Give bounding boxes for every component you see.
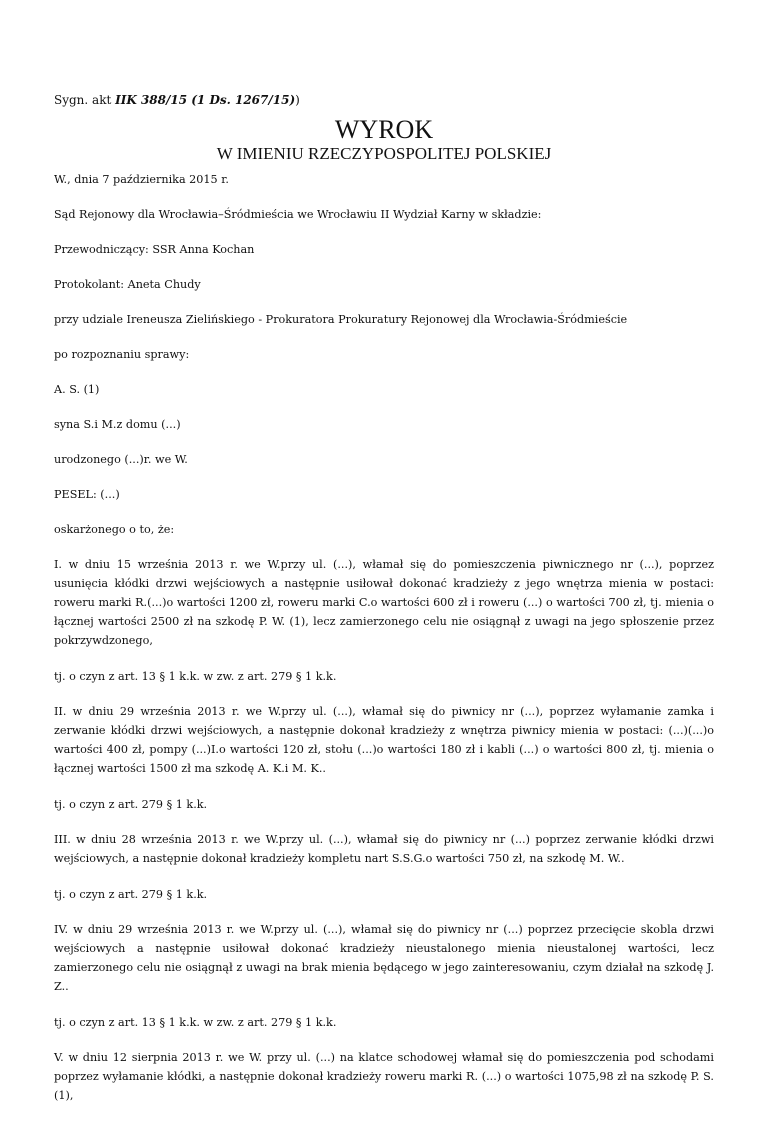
charge-paragraph: V. w dniu 12 sierpnia 2013 r. we W. przy ul. (...) na klatce schodowej włamał się do pomieszczenia pod schodami poprzez wyłamanie kłódki, a następnie dokonał kradzieży roweru marki R. (...) o wartości 1075,98 zł na szkodę P. S. (1), [54,1051,714,1102]
defendant-pesel: PESEL: (...) [54,488,120,501]
charge-legal-basis: tj. o czyn z art. 13 § 1 k.k. w zw. z art. 279 § 1 k.k. [54,670,337,683]
charge-legal-basis: tj. o czyn z art. 279 § 1 k.k. [54,798,208,811]
date-line: W., dnia 7 października 2015 r. [54,173,229,186]
defendant-parents: syna S.i M.z domu (...) [54,418,181,431]
document-subtitle: W IMIENIU RZECZYPOSPOLITEJ POLSKIEJ [216,144,552,163]
case-reference-prefix: Sygn. akt [54,93,116,107]
charge-legal-basis: tj. o czyn z art. 13 § 1 k.k. w zw. z art. 279 § 1 k.k. [54,1016,337,1029]
defendant-name: A. S. (1) [54,383,100,396]
case-heading: po rozpoznaniu sprawy: [54,348,190,361]
charge-paragraph: IV. w dniu 29 września 2013 r. we W.przy ul. (...), włamał się do piwnicy nr (...) poprzez przecięcie skobla drzwi wejściowych a następnie usiłował dokonać kradzieży nieustalonego mienia nieustalonej wartości, lecz zamierzonego celu nie osiągnął z uwagi na brak mienia będącego w jego zainteresowaniu, czym działał na szkodę J. Z.. [54,923,714,993]
document-title: WYROK [334,115,434,144]
charge-paragraph: II. w dniu 29 września 2013 r. we W.przy ul. (...), włamał się do piwnicy nr (...), poprzez wyłamanie zamka i zerwanie kłódki drzwi wejściowych, a następnie dokonał kradzieży z wnętrza piwnicy mienia w postaci: (...)(...)o wartości 400 zł, pompy (...)I.o wartości 120 zł, stołu (...)o wartości 180 zł i kabli (...) o wartości 800 zł, tj. mienia o łącznej wartości 1500 zł ma szkodę A. K.i M. K.. [54,705,714,775]
case-reference-suffix: ) [295,93,300,107]
prosecutor-line: przy udziale Ireneusza Zielińskiego - Prokuratora Prokuratury Rejonowej dla Wrocławia-Śródmieście [54,313,628,326]
court-line: Sąd Rejonowy dla Wrocławia–Śródmieścia we Wrocławiu II Wydział Karny w składzie: [54,208,542,221]
presiding-judge: Przewodniczący: SSR Anna Kochan [54,243,255,256]
document-page [54,92,714,1121]
charge-legal-basis: tj. o czyn z art. 279 § 1 k.k. [54,888,208,901]
court-reporter: Protokolant: Aneta Chudy [54,278,201,291]
case-reference [54,92,714,108]
charges-heading: oskarżonego o to, że: [54,523,175,536]
charge-paragraph: I. w dniu 15 września 2013 r. we W.przy ul. (...), włamał się do pomieszczenia piwnicznego nr (...), poprzez usunięcia kłódki drzwi wejściowych a następnie usiłował dokonać kradzieży z jego wnętrza mienia w postaci: roweru marki R.(...)o wartości 1200 zł, roweru marki C.o wartości 600 zł i roweru (...) o wartości 700 zł, tj. mienia o łącznej wartości 2500 zł na szkodę P. W. (1), lecz zamierzonego celu nie osiągnął z uwagi na jego spłoszenie przez pokrzywdzonego, [54,558,714,647]
case-number: IIK 388/15 (1 Ds. 1267/15) [115,93,296,107]
charge-paragraph: III. w dniu 28 września 2013 r. we W.przy ul. (...), włamał się do piwnicy nr (...) poprzez zerwanie kłódki drzwi wejściowych, a następnie dokonał kradzieży kompletu nart S.S.G.o wartości 750 zł, na szkodę M. W.. [54,833,714,865]
defendant-birth: urodzonego (...)r. we W. [54,453,188,466]
